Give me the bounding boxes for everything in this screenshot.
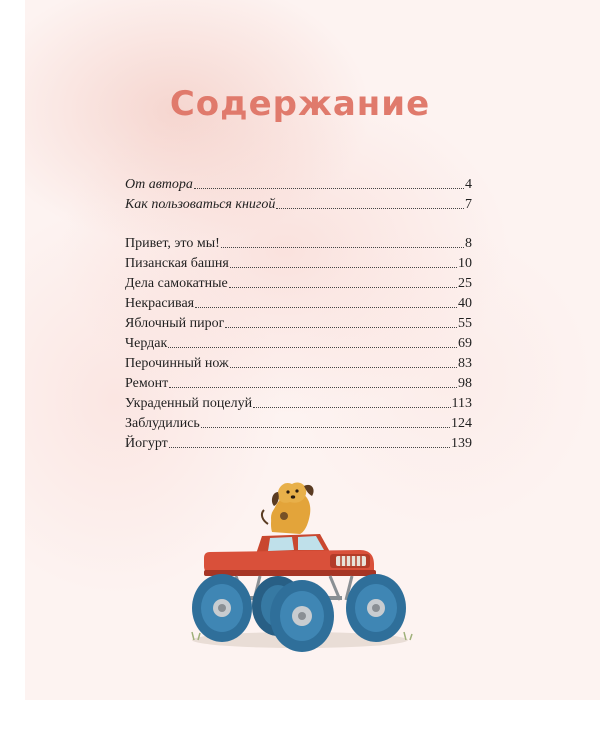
toc-entry-label: Привет, это мы! [125,236,220,251]
toc-entry[interactable] [125,254,472,274]
toc-entry-page: 113 [451,396,472,411]
toc-chapter-list [125,234,472,454]
wheel-icon [270,580,334,652]
toc-leader-dots [201,427,450,428]
toc-entry[interactable] [125,175,472,195]
toc-entry-label: Дела самокатные [125,276,228,291]
toc-entry-label: Некрасивая [125,296,195,311]
toc-entry-page: 10 [458,256,472,271]
toc-entry-page: 139 [451,436,472,451]
toc-entry-label: Яблочный пирог [125,316,225,331]
toc-entry[interactable] [125,195,472,215]
toc-leader-dots [221,247,464,248]
toc-entry-page: 83 [458,356,472,371]
toc-entry-page: 40 [458,296,472,311]
toc-entry-page: 4 [465,177,472,192]
toc-entry[interactable] [125,274,472,294]
toc-entry-label: Ремонт [125,376,169,391]
toc-leader-dots [229,287,457,288]
toc-entry[interactable] [125,314,472,334]
toc-leader-dots [194,188,464,189]
toc-entry[interactable] [125,394,472,414]
toc-entry[interactable] [125,334,472,354]
toc-entry-label: Чердак [125,336,168,351]
toc-leader-dots [276,208,464,209]
toc-leader-dots [169,447,450,448]
toc-leader-dots [230,267,457,268]
toc-entry-page: 7 [465,197,472,212]
toc-entry-label: Пизанская башня [125,256,229,271]
toc-leader-dots [253,407,450,408]
dog-icon [262,482,314,534]
toc-entry-page: 8 [465,236,472,251]
toc-intro-list [125,175,472,215]
toc-leader-dots [168,347,457,348]
toc-entry-page: 55 [458,316,472,331]
toc-entry-page: 124 [451,416,472,431]
toc-entry-label: Украденный поцелуй [125,396,253,411]
toc-entry[interactable] [125,414,472,434]
toc-leader-dots [230,367,457,368]
toc-entry-page: 69 [458,336,472,351]
toc-leader-dots [169,387,457,388]
toc-leader-dots [195,307,457,308]
toc-entry-label: От автора [125,177,193,192]
toc-leader-dots [225,327,457,328]
toc-entry-label: Заблудились [125,416,200,431]
toc-entry[interactable] [125,374,472,394]
monster-truck-illustration [180,470,420,660]
toc-entry-page: 25 [458,276,472,291]
toc-entry[interactable] [125,234,472,254]
toc-entry-label: Как пользоваться книгой [125,197,276,212]
wheel-icon [346,574,406,642]
toc-entry[interactable] [125,354,472,374]
toc-entry-label: Йогурт [125,436,168,451]
page-title: Содержание [169,84,431,124]
toc-entry[interactable] [125,294,472,314]
toc-entry-label: Перочинный нож [125,356,229,371]
wheel-icon [192,574,252,642]
truck-body [204,534,376,576]
toc-entry-page: 98 [458,376,472,391]
toc-entry[interactable] [125,434,472,454]
